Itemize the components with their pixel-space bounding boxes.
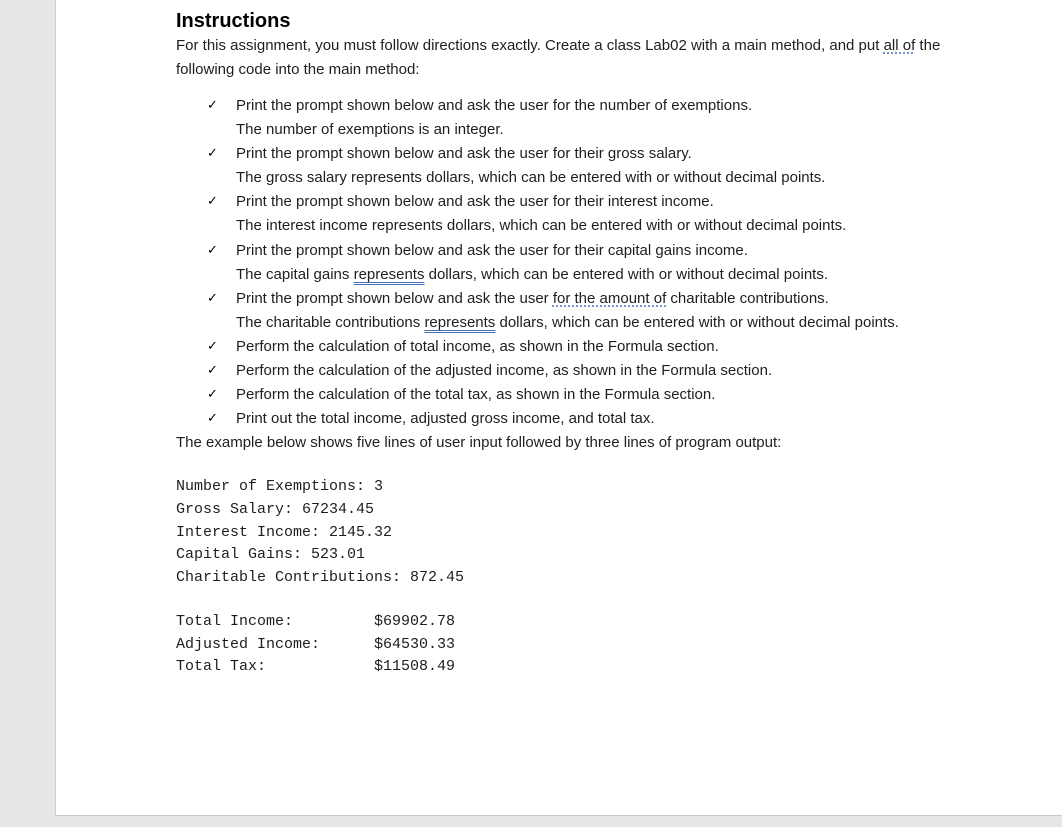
grammar-flag[interactable]: for the amount of <box>552 289 667 307</box>
example-description: The example below shows five lines of user input followed by three lines of program output: <box>176 434 782 452</box>
output-row <box>176 634 946 657</box>
input-line: Gross Salary: 67234.45 <box>176 500 375 518</box>
list-item: ✓ Print the prompt shown below and ask the user for the number of exemptions. The number of exemptions is an integer. <box>176 94 946 142</box>
input-line: Capital Gains: 523.01 <box>176 546 366 564</box>
list-item: ✓ Print out the total income, adjusted gross income, and total tax. <box>176 407 946 431</box>
checkmark-icon: ✓ <box>207 194 218 210</box>
document-page <box>55 0 1062 816</box>
grammar-flag[interactable]: represents <box>424 313 496 331</box>
checkmark-icon: ✓ <box>207 387 218 403</box>
list-item: ✓ Print the prompt shown below and ask the user for their gross salary. The gross salary represents dollars, which can be entered with or without decimal points. <box>176 142 946 190</box>
checkmark-icon: ✓ <box>207 98 218 113</box>
checkmark-icon: ✓ <box>207 146 218 162</box>
grammar-flag[interactable]: represents <box>353 265 425 283</box>
list-item: ✓ Perform the calculation of total income, as shown in the Formula section. <box>176 335 946 359</box>
document-content <box>176 8 946 679</box>
checkmark-icon: ✓ <box>207 338 218 354</box>
input-line: Charitable Contributions: 872.45 <box>176 568 465 586</box>
output-example-block <box>176 611 946 679</box>
list-item: ✓ Print the prompt shown below and ask the user for their interest income. The interest income represents dollars, which can be entered with or without decimal points. <box>176 190 946 238</box>
intro-grammar-flag[interactable]: all of <box>883 37 916 54</box>
output-label: Total Tax: <box>176 658 267 676</box>
list-item: ✓ Perform the calculation of the adjusted income, as shown in the Formula section. <box>176 359 946 383</box>
output-row <box>176 611 946 634</box>
instructions-heading: Instructions <box>176 10 291 32</box>
checkmark-icon: ✓ <box>207 363 218 379</box>
output-value: $64530.33 <box>374 635 456 653</box>
input-example-block <box>176 476 946 589</box>
checkmark-icon: ✓ <box>207 242 218 258</box>
list-item: ✓ Print the prompt shown below and ask the user for their capital gains income. The capital gains represents dollars, which can be entered with or without decimal points. <box>176 239 946 287</box>
checkmark-icon: ✓ <box>207 290 218 306</box>
output-label: Total Income: <box>176 613 294 631</box>
intro-text-2: the following code into the main method: <box>176 37 941 78</box>
checkmark-icon: ✓ <box>207 411 218 427</box>
output-label: Adjusted Income: <box>176 635 321 653</box>
output-value: $69902.78 <box>374 613 456 631</box>
checklist <box>176 94 946 431</box>
output-row <box>176 656 946 679</box>
output-value: $11508.49 <box>374 658 456 676</box>
input-line: Number of Exemptions: 3 <box>176 478 384 496</box>
input-line: Interest Income: 2145.32 <box>176 523 393 541</box>
intro-text-1: For this assignment, you must follow directions exactly. Create a class Lab02 with a main method, and put <box>176 37 884 54</box>
list-item: ✓ Print the prompt shown below and ask the user for the amount of charitable contributions. The charitable contributions represents dollars, which can be entered with or without decimal points. <box>176 287 946 335</box>
list-item: ✓ Perform the calculation of the total tax, as shown in the Formula section. <box>176 383 946 407</box>
intro-paragraph <box>176 34 946 82</box>
